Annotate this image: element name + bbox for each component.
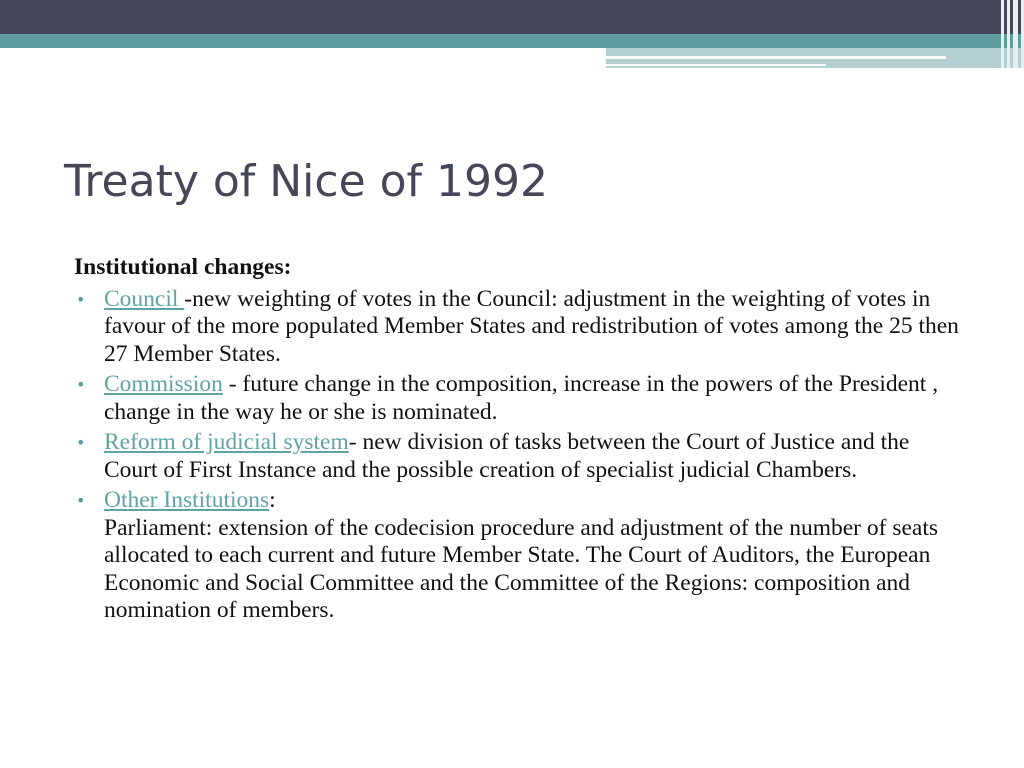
- stripe: [1013, 0, 1018, 68]
- header-teal-band: [0, 34, 1024, 48]
- subheading: Institutional changes:: [74, 254, 292, 280]
- slide-title: Treaty of Nice of 1992: [64, 156, 548, 207]
- bullet-icon: •: [76, 289, 86, 309]
- commission-link[interactable]: Commission: [104, 371, 223, 397]
- judicial-reform-link[interactable]: Reform of judicial system: [104, 429, 349, 455]
- slide-content: [74, 254, 964, 628]
- list-item-text: :: [269, 487, 276, 513]
- list-item-text: - new division of tasks between the Court of Justice and the Court of First Instance and the possible creation of specialist judicial Chambers.: [104, 429, 910, 483]
- list-item-text: - future change in the composition, increase in the powers of the President , change in the way he or she is nominated.: [104, 371, 939, 425]
- header-dark-band: [0, 0, 1024, 34]
- header-accent-line: [606, 56, 946, 59]
- other-institutions-link[interactable]: Other Institutions: [104, 487, 270, 513]
- stripe: [1007, 0, 1010, 68]
- bullet-icon: •: [76, 491, 86, 510]
- header-vertical-stripes: [994, 0, 1024, 68]
- header-accent-line: [606, 64, 826, 66]
- council-link[interactable]: Council: [104, 285, 185, 312]
- bullet-list: [74, 286, 964, 625]
- list-item: [74, 429, 964, 484]
- stripe: [1001, 0, 1004, 68]
- list-item: [74, 286, 964, 369]
- list-item: [74, 371, 964, 426]
- list-item-detail: Parliament: extension of the codecision procedure and adjustment of the number of seats allocated to each current and future Member State. The Court of Auditors, the European Economic and Social Committee and the Committee of the Regions: composition and nomination of members.: [104, 514, 938, 623]
- bullet-icon: •: [76, 375, 86, 394]
- list-item-text: -new weighting of votes in the Council: adjustment in the weighting of votes in favour of the more populated Member States and redistribution of votes among the 25 then 27 Member States.: [104, 285, 959, 367]
- list-item: [74, 487, 964, 625]
- bullet-icon: •: [76, 433, 86, 452]
